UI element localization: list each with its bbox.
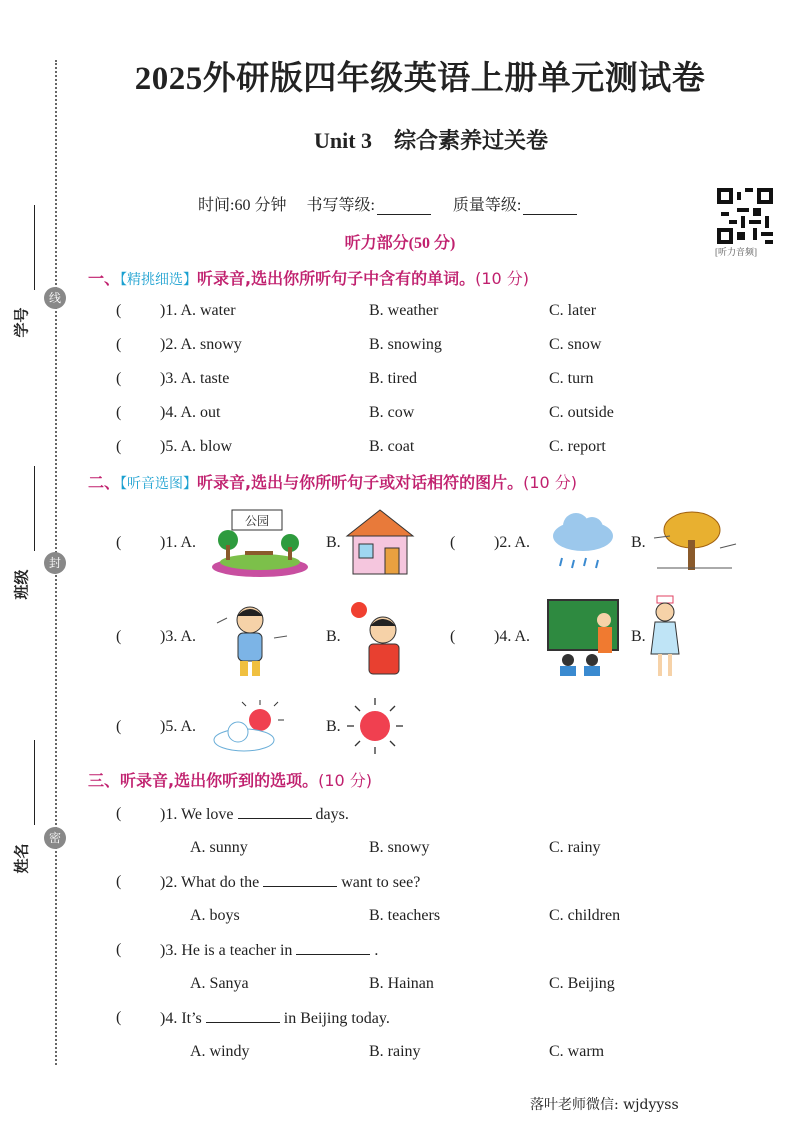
option-c: C. later [549, 302, 597, 319]
option-b: B. cow [369, 404, 415, 421]
option-a: A. boys [190, 907, 240, 924]
option-b: B. coat [369, 438, 415, 455]
option-b: B. Hainan [369, 975, 434, 992]
answer-blank[interactable] [263, 873, 337, 887]
option-c: C. turn [549, 370, 594, 387]
page-title: 2025外研版四年级英语上册单元测试卷 [134, 61, 706, 97]
question-sentence [160, 941, 378, 960]
listening-heading: 听力部分(50 分) [344, 235, 456, 252]
section-number: 三、 [88, 771, 121, 790]
option-b: B. tired [369, 370, 417, 387]
student-id-label: 学号 [12, 307, 31, 338]
section-number: 二、 [88, 473, 121, 492]
park-sign: 公园 [244, 514, 270, 528]
section-tag: 【精挑细选】 [120, 272, 198, 288]
answer-paren[interactable]: ( [116, 534, 122, 551]
option-a: A. Sanya [190, 975, 249, 992]
option-b-label: B. [326, 628, 341, 645]
section-instruction: 听录音,选出你所听句子中含有的单词。 [197, 269, 476, 288]
option-a: A. sunny [190, 839, 248, 856]
option-c: C. report [549, 438, 606, 455]
answer-paren[interactable]: ( [116, 404, 122, 421]
option-c: C. Beijing [549, 975, 615, 992]
sentence-end: want to see? [341, 874, 421, 891]
answer-paren[interactable]: ( [116, 873, 122, 890]
option-c: C. outside [549, 404, 614, 421]
sentence-start: )4. It’s [160, 1010, 202, 1027]
option-c: C. children [549, 907, 621, 924]
question-number: )5. A. [160, 718, 196, 735]
windy-tree-picture[interactable] [652, 508, 737, 578]
option-b: B. weather [369, 302, 439, 319]
footer-contact: 落叶老师微信: wjdyyss [530, 1097, 679, 1113]
option-a: )5. A. blow [160, 438, 232, 455]
qr-caption: [听力音频] [715, 247, 757, 257]
sun-cloud-picture[interactable] [210, 698, 288, 756]
teacher-picture[interactable] [546, 598, 620, 678]
time-limit: 时间:60 分钟 [198, 197, 287, 214]
option-a: A. windy [190, 1043, 250, 1060]
student-id-blank[interactable] [34, 205, 35, 290]
sentence-start: )2. What do the [160, 874, 260, 891]
rain-cloud-picture[interactable] [548, 508, 618, 578]
option-b-label: B. [326, 534, 341, 551]
section-number: 一、 [88, 269, 121, 288]
question-number: )3. A. [160, 628, 196, 645]
answer-paren[interactable]: ( [116, 718, 122, 735]
house-picture[interactable] [345, 508, 415, 576]
exam-meta [198, 192, 595, 215]
seal-line: 线 [44, 287, 66, 309]
name-blank[interactable] [34, 740, 35, 825]
sentence-start: )3. He is a teacher in [160, 942, 293, 959]
question-number: )2. A. [494, 534, 530, 551]
sentence-end: . [374, 942, 379, 959]
seal-seal: 封 [44, 552, 66, 574]
section-instruction: 听录音,选出与你所听句子或对话相符的图片。 [197, 473, 524, 492]
question-number: )4. A. [494, 628, 530, 645]
answer-paren[interactable]: ( [116, 628, 122, 645]
option-a: )3. A. taste [160, 370, 230, 387]
section2-heading [88, 470, 577, 493]
answer-paren[interactable]: ( [116, 1009, 122, 1026]
option-b: B. rainy [369, 1043, 421, 1060]
option-b-label: B. [631, 628, 646, 645]
quality-grade-label: 质量等级: [452, 197, 522, 214]
option-c: C. rainy [549, 839, 601, 856]
answer-paren[interactable]: ( [116, 336, 122, 353]
option-c: C. snow [549, 336, 602, 353]
section1-heading [88, 266, 529, 289]
section3-heading [88, 768, 372, 791]
answer-blank[interactable] [206, 1009, 280, 1023]
option-b-label: B. [631, 534, 646, 551]
option-a: )1. A. water [160, 302, 236, 319]
unit-subtitle: Unit 3 综合素养过关卷 [313, 128, 549, 153]
answer-paren[interactable]: ( [116, 302, 122, 319]
option-a: )4. A. out [160, 404, 221, 421]
hot-boy-picture[interactable] [345, 598, 415, 678]
question-number: )1. A. [160, 534, 196, 551]
answer-blank[interactable] [238, 805, 312, 819]
question-sentence [160, 1009, 390, 1028]
answer-paren[interactable]: ( [450, 628, 456, 645]
class-blank[interactable] [34, 466, 35, 551]
cold-boy-picture[interactable] [212, 598, 292, 680]
sentence-end: days. [315, 806, 349, 823]
option-a: )2. A. snowy [160, 336, 242, 353]
park-picture[interactable] [210, 505, 310, 580]
option-b: B. teachers [369, 907, 441, 924]
answer-paren[interactable]: ( [116, 370, 122, 387]
class-label: 班级 [12, 569, 31, 600]
section-tag: 【听音选图】 [120, 476, 198, 492]
answer-paren[interactable]: ( [116, 805, 122, 822]
section-score: (10 分) [523, 473, 578, 492]
answer-blank[interactable] [296, 941, 370, 955]
option-b: B. snowing [369, 336, 442, 353]
writing-grade-blank[interactable] [377, 199, 431, 215]
quality-grade-blank[interactable] [523, 199, 577, 215]
section-instruction: 听录音,选出你听到的选项。 [120, 771, 319, 790]
sun-picture[interactable] [343, 696, 407, 756]
question-sentence [160, 873, 420, 892]
seal-secret: 密 [44, 827, 66, 849]
sentence-start: )1. We love [160, 806, 234, 823]
answer-paren[interactable]: ( [116, 941, 122, 958]
option-b-label: B. [326, 718, 341, 735]
name-label: 姓名 [12, 843, 31, 874]
nurse-picture[interactable] [648, 594, 682, 680]
option-c: C. warm [549, 1043, 605, 1060]
section-score: (10 分) [475, 269, 530, 288]
section-score: (10 分) [318, 771, 373, 790]
writing-grade-label: 书写等级: [306, 197, 375, 214]
sentence-end: in Beijing today. [283, 1010, 390, 1027]
answer-paren[interactable]: ( [450, 534, 456, 551]
question-sentence [160, 805, 349, 824]
answer-paren[interactable]: ( [116, 438, 122, 455]
option-b: B. snowy [369, 839, 430, 856]
